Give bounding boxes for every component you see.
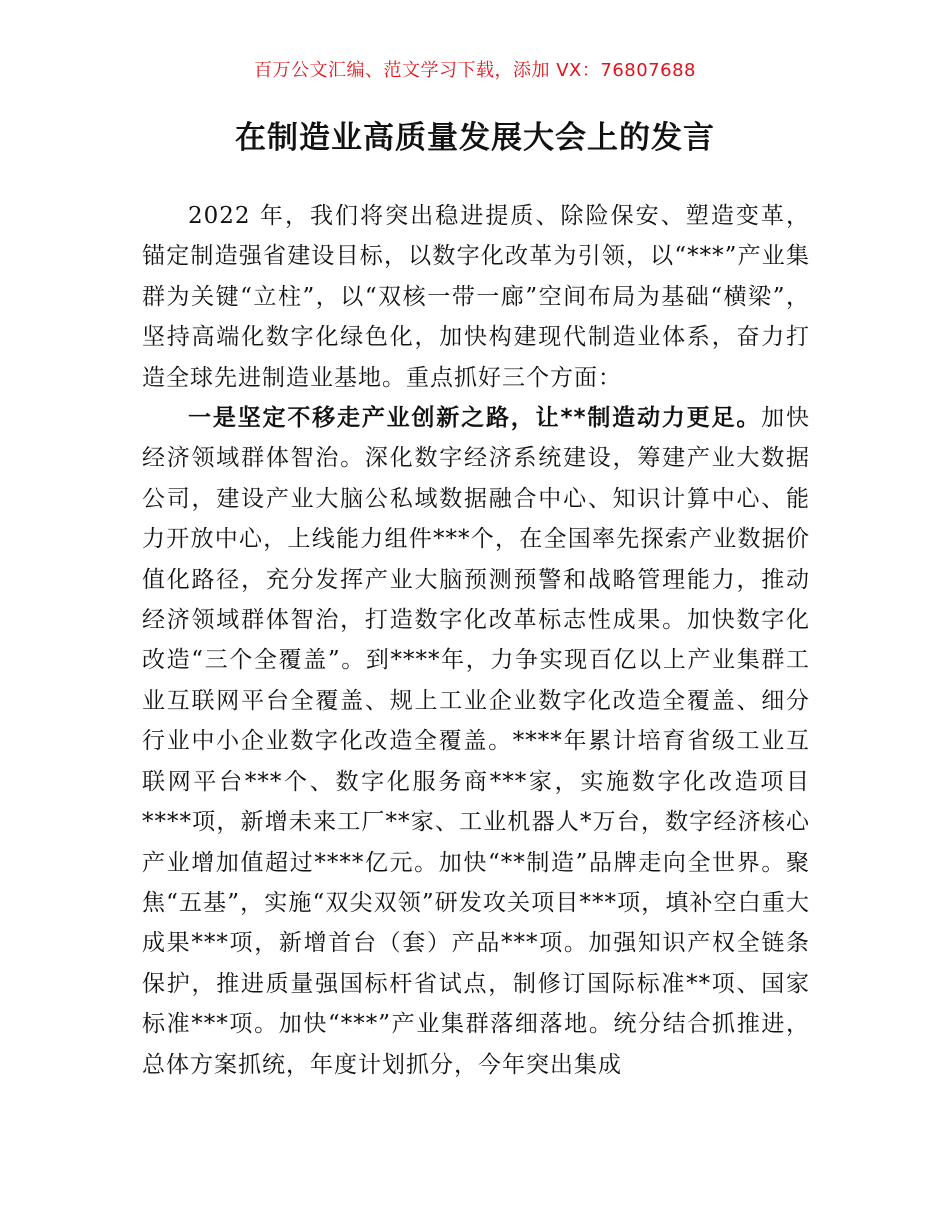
watermark-header: 百万公文汇编、范文学习下载，添加 VX：76807688 [254,60,696,81]
document-body [142,196,810,1085]
paragraph-lead-heading: 一是坚定不移走产业创新之路，让**制造动力更足。 [188,405,762,432]
paragraph-intro [142,196,810,398]
paragraph-point-one [142,398,810,1085]
paragraph-text: 加快经济领域群体智治。深化数字经济系统建设，筹建产业大数据公司，建设产业大脑公私域数据融合中心、知识计算中心、能力开放中心，上线能力组件***个，在全国率先探索产业数据价值化路径，充分发挥产业大脑预测预警和战略管理能力，推动经济领域群体智治，打造数字化改革标志性成果。加快数字化改造“三个全覆盖”。到****年，力争实现百亿以上产业集群工业互联网平台全覆盖、规上工业企业数字化改造全覆盖、细分行业中小企业数字化改造全覆盖。****年累计培育省级工业互联网平台***个、数字化服务商***家，实施数字化改造项目****项，新增未来工厂**家、工业机器人*万台，数字经济核心产业增加值超过****亿元。加快“**制造”品牌走向全世界。聚焦“五基”，实施“双尖双领”研发攻关项目***项，填补空白重大成果***项，新增首台（套）产品***项。加强知识产权全链条保护，推进质量强国标杆省试点，制修订国际标准**项、国家标准***项。加快“***”产业集群落细落地。统分结合抓推进，总体方案抓统，年度计划抓分，今年突出集成 [142,405,811,1078]
paragraph-text: 2022 年，我们将突出稳进提质、除险保安、塑造变革，锚定制造强省建设目标，以数字化改革为引领，以“***”产业集群为关键“立柱”，以“双核一带一廊”空间布局为基础“横梁”，坚持高端化数字化绿色化，加快构建现代制造业体系，奋力打造全球先进制造业基地。重点抓好三个方面： [142,203,810,391]
page-title: 在制造业高质量发展大会上的发言 [235,120,715,156]
